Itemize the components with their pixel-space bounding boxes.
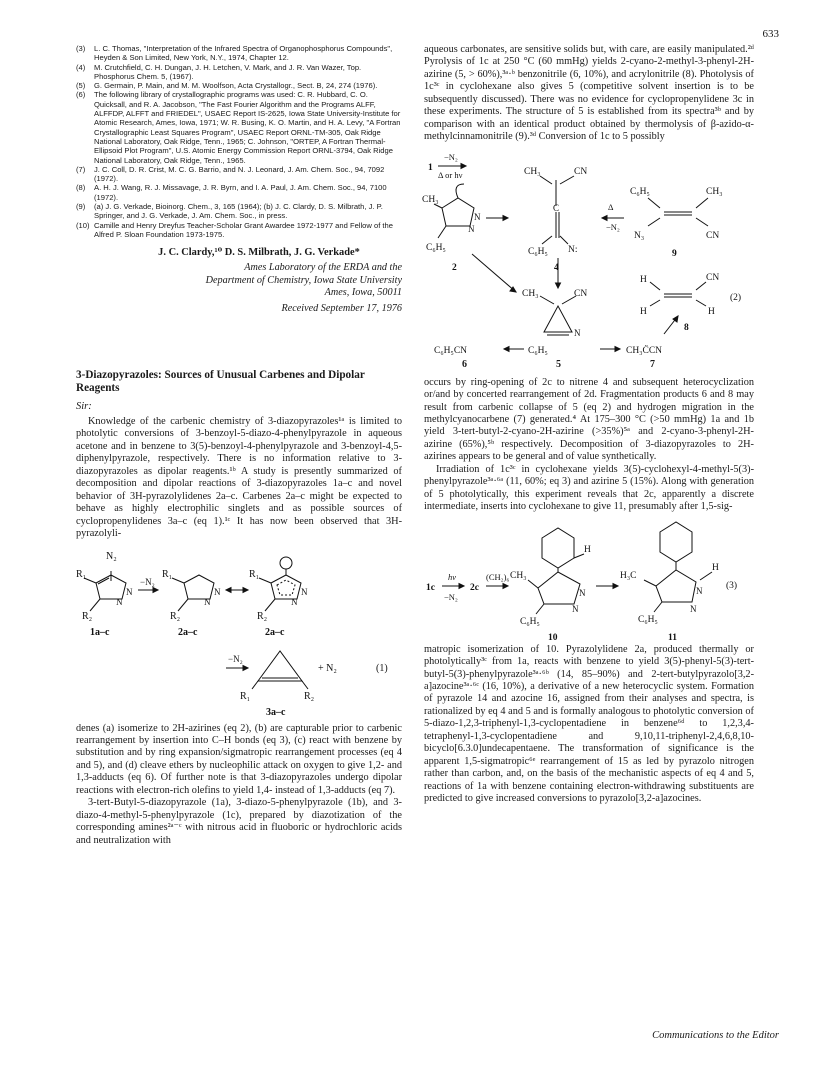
affiliation-line: Department of Chemistry, Iowa State University [205, 274, 402, 286]
affiliation [76, 262, 402, 300]
reference-text: G. Germain, P. Main, and M. M. Woolfson, Acta Crystallogr., Sect. B, 24, 274 (1976). [94, 81, 378, 91]
r2-label: R₂ [170, 610, 181, 622]
n-label: N [126, 586, 133, 597]
phenyl-label: C₆H₅ [528, 345, 548, 356]
equation-number: (1) [376, 662, 388, 674]
h-label: H [584, 544, 591, 555]
phenyl-label: C₆H₅ [520, 616, 540, 627]
affiliation-line: Ames, Iowa, 50011 [324, 287, 402, 299]
azide-label: N₃ [634, 230, 645, 241]
reference-text: L. C. Thomas, "Interpretation of the Infrared Spectra of Organophosphorus Compounds", Heyden & Son Limited, New York, N.Y., 1974, Chapter 12. [94, 44, 393, 63]
methyl-label: CH₃ [422, 194, 439, 205]
nitrile-label: CN [706, 272, 720, 283]
h-label: H [640, 274, 647, 285]
solvent-label: (CH₂)₆ [486, 571, 510, 582]
n-label: N [474, 211, 481, 222]
compound-label: 10 [548, 632, 558, 643]
reference-item [76, 90, 402, 164]
reagent-label: −N₂ [444, 591, 458, 602]
n-label: N [291, 596, 298, 607]
n-label: N [579, 587, 586, 598]
phenyl-label: C₆H₅ [638, 614, 658, 625]
reference-number: (3) [76, 44, 86, 53]
reference-text: Camille and Henry Dreyfus Teacher-Scholar Grant Awardee 1972-1977 and Fellow of the Alfred P. Sloan Foundation 1973-1975. [94, 220, 393, 239]
r1-label: R₁ [162, 568, 173, 580]
compound-label: 2a–c [265, 626, 285, 638]
affiliation-line: Ames Laboratory of the ERDA and the [244, 262, 402, 274]
methyl-label: CH₃ [522, 288, 539, 299]
compound-label: 11 [668, 632, 677, 643]
reference-text: M. Crutchfield, C. H. Dungan, J. H. Letchen, V. Mark, and J. R. Van Wazer, Top. Phosphorus Chem. 5, (1967). [94, 62, 362, 81]
h-label: H [640, 306, 647, 317]
phenyl-label: C₆H₅ [426, 242, 446, 253]
n-label: N [116, 596, 123, 607]
compound-label: 4 [554, 262, 559, 273]
paragraph: denes (a) isomerize to 2H-azirines (eq 2), (b) are capturable prior to carbenic rearrangement by insertion into C–H bonds (eq 3), (c) react with benzene by substitution and by ring expansion/sigmatropic rearrangement processes (eq 4 and 5), and (d) cleave ethers by nucleophilic attack on oxygen to give 1,2- and 1,3-adducts (eq 6). Of further note is that 3-diazopyrazoles undergo dipolar reactions with electron-rich olefins to yield 1,4- instead of 1,3-adducts (eq 7). [76, 722, 402, 796]
page-number: 633 [762, 28, 779, 40]
equation-number: (3) [726, 580, 738, 591]
r1-label: R₁ [76, 568, 87, 580]
reference-text: The following library of crystallographic programs was used: C. R. Hubbard, C. O. Quicksall, and R. A. Jacobson, "The Fast Fourier Algorithm and the Programs ALFF, ALFFDP, ALFFT and FRIEDEL", USAEC Report IS-2625, Iowa State University-Institute for Atomic Research, Ames, Iowa, 1971; W. R. Busing, K. O. Martin, and H. A. Levy, "A Fortran Crystallographic Least Squares Program", USAEC Report ORNL-TM-305, Oak Ridge National Laboratory, Oak Ridge, Tenn., 1965; C. Johnson, "ORTEP, A Fortran Thermal-Ellipsoid Plot Program", U.S. Atomic Energy Commission Report ORNL-3794, Oak Ridge National Laboratory, Oak Ridge, Tenn., 1965. [94, 90, 401, 165]
methyl-label: CH₃ [524, 166, 541, 177]
light-label: hν [448, 571, 457, 582]
reference-item [76, 81, 402, 90]
nitrile-label: CN [574, 166, 588, 177]
benzonitrile-label: C₆H₅CN [434, 345, 468, 356]
r1-label: R₁ [240, 690, 251, 702]
reference-number: (7) [76, 164, 86, 174]
compound-label: 2 [452, 262, 457, 273]
paragraph: Knowledge of the carbenic chemistry of 3-diazopyrazoles¹ᵃ is limited to photolytic conversions of 3-benzoyl-5-diazo-4-phenylpyrazole in aqueous acetone and in benzene to 3(5)-benzoyl-4-phenylpyrazole and 3-benzoyl-4,5-diphenylpyrazole, respectively. There is no information relative to 3-diazopyrazoles as dipolar reagents.¹ᵇ A study is presently summarized of decomposition and dipolar reactions of 3-diazopyrazoles 1a–c and novel behavior of 3H-pyrazolylidenes 2a–c. Carbenes 2a–c might be expected to behave as highly electrophilic singlets and as possible sources of cyclopropenylidenes 3a–c (eq 1).¹ᶜ It has now been observed that 3H-pyrazolyli- [76, 416, 402, 540]
compound-label: 5 [556, 358, 561, 370]
n-label: N [301, 586, 308, 597]
received-date: Received September 17, 1976 [281, 303, 402, 315]
n-label: N [690, 603, 697, 614]
scheme-equation-1 [76, 543, 402, 723]
reference-item [76, 63, 402, 82]
n-label: N [468, 223, 475, 234]
reference-number: (8) [76, 183, 86, 193]
reference-text: A. H. J. Wang, R. J. Missavage, J. R. Byrn, and I. A. Paul, J. Am. Chem. Soc., 94, 7100 (1972). [94, 183, 387, 202]
author-line: J. C. Clardy,¹⁰ D. S. Milbrath, J. G. Verkade* [158, 247, 360, 259]
h-label: H [708, 306, 715, 317]
heat-label: Δ [608, 201, 614, 212]
compound-label: 2a–c [178, 626, 198, 638]
n-label: N [204, 596, 211, 607]
reagent-label: −N₂ [228, 653, 243, 664]
nitrene-label: N: [568, 244, 578, 255]
byproduct-label: + N₂ [318, 662, 337, 674]
diazo-label: N₂ [106, 550, 117, 562]
reference-item [76, 202, 402, 221]
reference-number: (6) [76, 90, 86, 100]
r1-label: R₁ [249, 568, 260, 580]
reference-item [76, 44, 402, 63]
n-label: N [572, 603, 579, 614]
equation-number: (2) [730, 292, 742, 303]
phenyl-label: C₆H₅ [528, 246, 548, 257]
left-column [76, 44, 402, 847]
reagent-label: −N₂ [606, 221, 620, 232]
reference-text: J. C. Coll, D. R. Crist, M. C. G. Barrio, and N. J. Leonard, J. Am. Chem. Soc., 94, 7092 (1972). [94, 164, 385, 184]
article-title: 3-Diazopyrazoles: Sources of Unusual Carbenes and Dipolar Reagents [76, 369, 365, 395]
reference-item [76, 165, 402, 184]
n-label: N [696, 585, 703, 596]
methyl-label: H₃C [620, 570, 637, 581]
reagent-label: −N₂ [444, 151, 458, 162]
reference-number: (4) [76, 62, 86, 72]
methyl-label: CH₃ [706, 186, 723, 197]
salutation: Sir: [76, 401, 92, 413]
nitrile-label: CN [574, 288, 588, 299]
scheme-2-bottom-labels [424, 359, 754, 373]
r2-label: R₂ [82, 610, 93, 622]
compound-label: 1c [426, 582, 435, 593]
compound-label: 2c [470, 582, 479, 593]
references-list [76, 44, 402, 239]
compound-label: 1 [428, 162, 433, 173]
reference-text: (a) J. G. Verkade, Bioinorg. Chem., 3, 165 (1964); (b) J. C. Clardy, D. S. Milbrath, J. P. Springer, and J. G. Verkade, J. Am. Chem. Soc., in press. [94, 202, 383, 221]
reagent-label: −N₂ [140, 576, 155, 587]
reference-number: (10) [76, 220, 90, 230]
paragraph: matropic isomerization of 10. Pyrazolylidene 2a, produced thermally or photolytically³ᶜ from 1a, reacts with benzene to yield 3(5)-phenyl-5(3)-tert-butyl-5(3)-phenylpyrazole³ᵃ·⁶ᵇ (14, 85–90%) and 2-tert-butylpyrazolo[3,2-a]azocine³ᵃ·⁶ᶜ (16, 10%), a derivative of a new heterocyclic system. Formation of pyrazole 14 and azocine 16, assigned from their analyses and spectra, is rationalized by eq 4 and 5 and is formally analogous to photolytic conversion of 5-diazo-1,2,3-triphenyl-1,3-cyclopentadiene in benzene⁶ᵈ to 1,2,3,4-tetraphenyl-1,3-cyclopentadiene and 9,10,11-triphenyl-2,4,6,8,10-bicyclo[6.3.0]undecapentaene. The transformation of significance is the apparent 1,5-sigmatropic⁶ᵉ rearrangement of 15 as led by pyrazolo nitrogen rather than carbon, and, on the basis of the mechanistic aspects of eq 4 and 5, reactions of 1a with benzene containing electron-withdrawing substituents are predicted to give increased conversions to pyrazolo[3,2-a]azocines. [424, 643, 754, 805]
r2-label: R₂ [304, 690, 315, 702]
carbon-label: C [553, 202, 560, 213]
n-label: N [214, 586, 221, 597]
paragraph: aqueous carbonates, are sensitive solids but, with care, are easily manipulated.²ᵈ Pyrolysis of 1c at 250 °C (60 mmHg) yields 2-cyano-2-methyl-3-phenyl-2H-azirine (5, > 60%),³ᵃ·ᵇ benzonitrile (6, 10%), and acrylonitrile (8). Photolysis of 1c³ᶜ in cyclohexane also gives 5 (competitive solvent insertion is to be subsequently discussed). There was no evidence for cyclopropenylidene 3c in these experiments. The structure of 5 is established from its spectra³ᵇ and by comparison with an identical product obtained by thermolysis of β-azido-α-methylcinnamonitrile (9).³ᵈ Conversion of 1c to 5 possibly [424, 44, 754, 143]
reference-item [76, 221, 402, 240]
section-footer: Communications to the Editor [652, 1030, 779, 1041]
paragraph: Irradiation of 1c³ᶜ in cyclohexane yields 3(5)-cyclohexyl-4-methyl-5(3)-phenylpyrazole³ᵃ·⁶ᵃ (11, 60%; eq 3) and azirine 5 (15%). Along with generation of 5 photolytically, this experiment reveals that 2c, apparently a discrete intermediate, inserts into cyclohexane to give 11, presumably after 1,5-sig- [424, 463, 754, 513]
carbene-label: CH₃C̈CN [626, 345, 663, 356]
methyl-label: CH₃ [510, 570, 527, 581]
compound-label: 9 [672, 248, 677, 259]
h-label: H [712, 562, 719, 573]
compound-label: 7 [650, 358, 655, 370]
n-label: N [574, 327, 581, 338]
conditions-label: Δ or hν [438, 169, 463, 180]
reference-number: (9) [76, 202, 86, 212]
paragraph: occurs by ring-opening of 2c to nitrene 4 and subsequent heterocyclization or/and by concerted rearrangement of 2d. Fragmentation products 6 and 8 may result from carbenic collapse of 5 (eq 2) and hydrogen migration in the methylcyanocarbene (7) generated.⁴ At 175–300 °C (>50 mmHg) 1a and 1b yield 3-tert-butyl-2-cyano-2H-azirine (>35%)⁵ᵃ and 2-cyano-3-phenyl-2H-azirine (65%),⁵ᵇ respectively. Decomposition of 3-diazopyrazoles to 2H-azirines appears to be general and of value synthetically. [424, 376, 754, 463]
scheme-equation-2 [424, 146, 754, 359]
compound-label: 6 [462, 358, 467, 370]
scheme-equation-3 [424, 516, 754, 644]
reference-number: (5) [76, 81, 86, 91]
phenyl-label: C₆H₅ [630, 186, 650, 197]
paragraph: 3-tert-Butyl-5-diazopyrazole (1a), 3-diazo-5-phenylpyrazole (1b), and 3-diazo-4-methyl-5-phenylpyrazole (1c), prepared by diazotization of the corresponding amines²ᵃ⁻ᶜ with nitrous acid in fluoboric or hydrochloric acids and neutralization with [76, 797, 402, 846]
compound-label: 1a–c [90, 626, 110, 638]
compound-label: 8 [684, 322, 689, 333]
right-column [424, 44, 754, 806]
r2-label: R₂ [257, 610, 268, 622]
compound-label: 3a–c [266, 706, 286, 718]
nitrile-label: CN [706, 230, 720, 241]
reference-item [76, 183, 402, 202]
